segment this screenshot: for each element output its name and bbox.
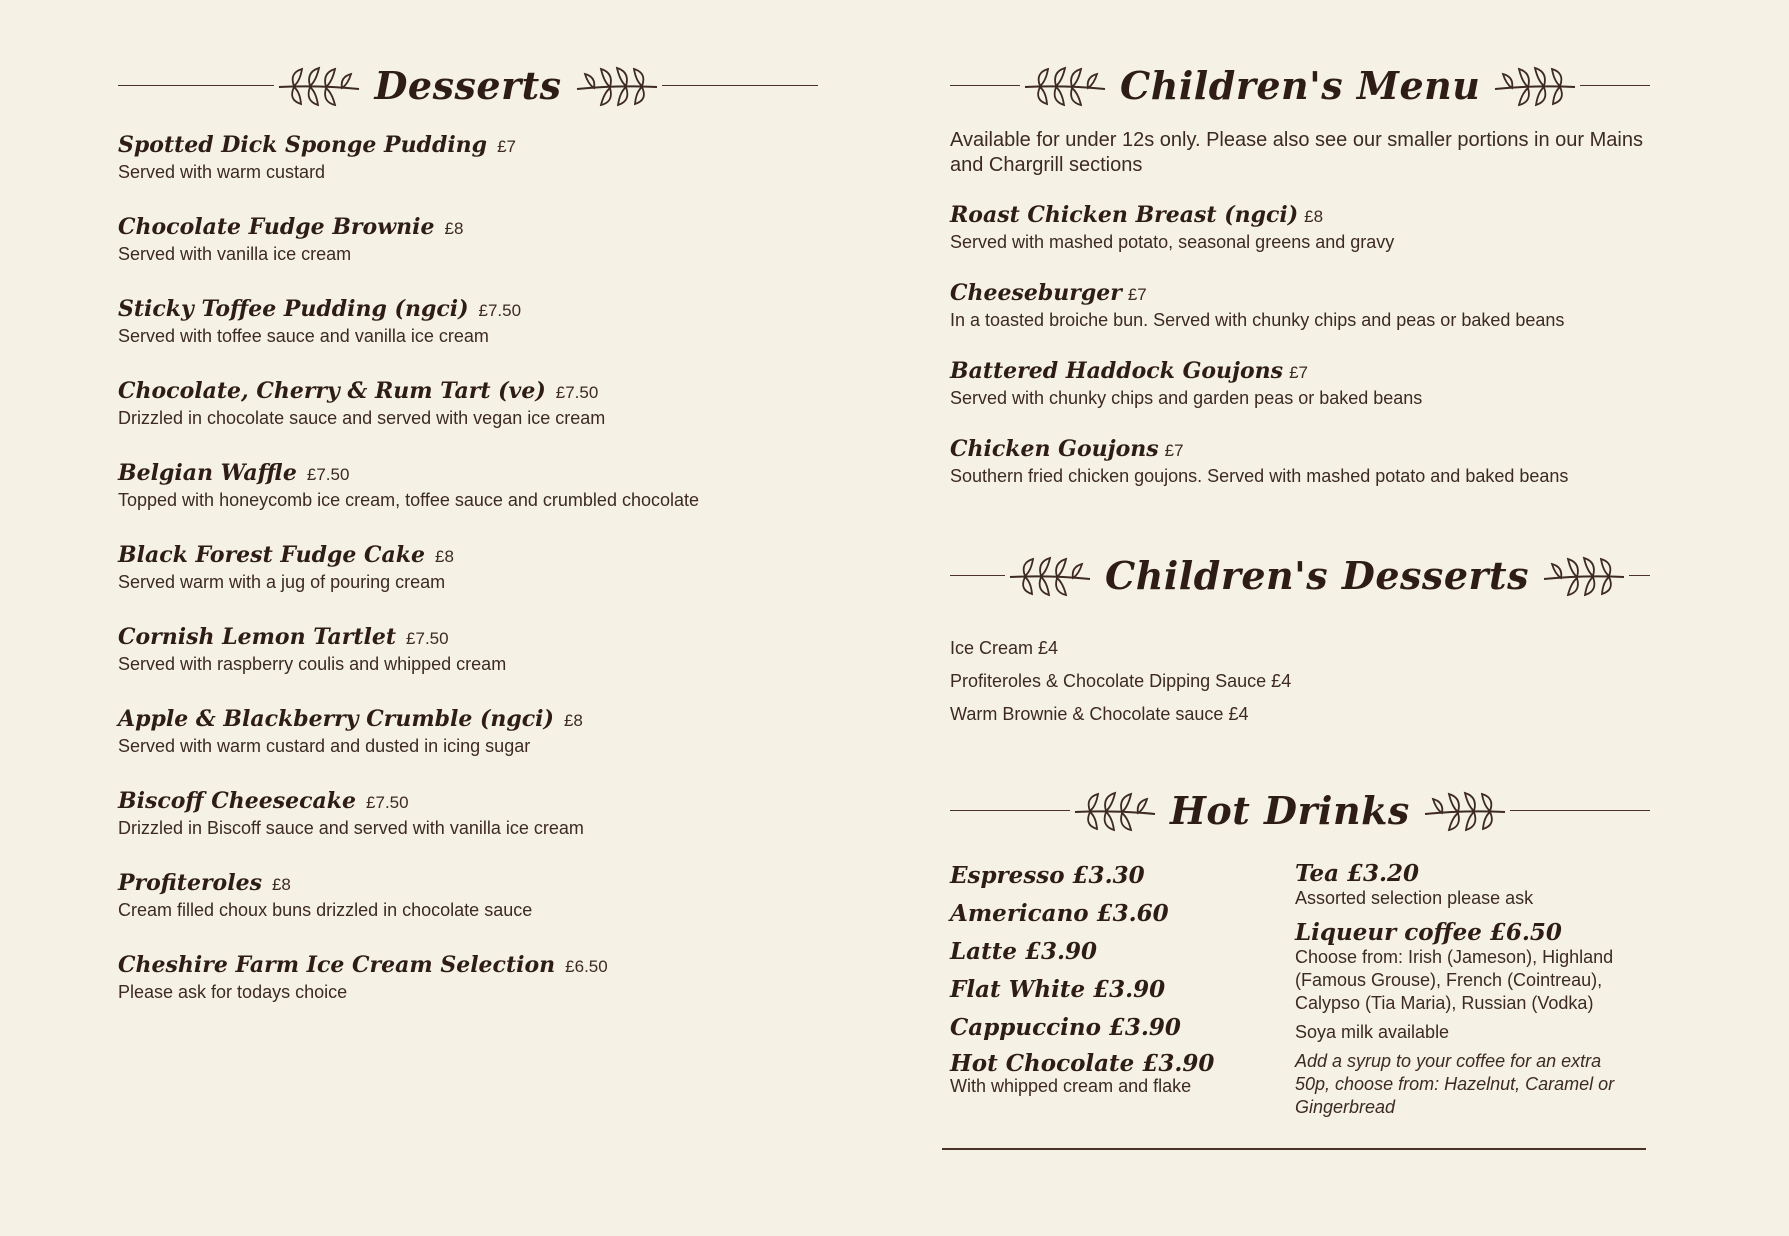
childrens-menu-title: Children's Menu [1120,62,1481,108]
drink-name: Americano £3.60 [950,900,1169,927]
wheat-sprig-icon [1005,545,1095,605]
item-description: Served with toffee sauce and vanilla ice cream [118,326,489,346]
childrens-desserts-heading [950,540,1650,610]
drink-description: Choose from: Irish (Jameson), Highland (Famous Grouse), French (Cointreau), Calypso (Tia Maria), Russian (Vodka) [1295,947,1614,1013]
list-item: Profiteroles & Chocolate Dipping Sauce £4 [950,671,1292,691]
drink-name: Latte £3.90 [950,938,1097,965]
item-name: Roast Chicken Breast (ngci) [950,202,1299,228]
heading-rule [118,85,274,86]
desserts-heading [118,50,818,120]
item-description: Cream filled choux buns drizzled in chocolate sauce [118,900,533,920]
wheat-sprig-icon [1539,545,1629,605]
item-price: £8 [563,711,583,730]
item-name: Sticky Toffee Pudding (ngci) [118,296,469,322]
item-description: Drizzled in Biscoff sauce and served with vanilla ice cream [118,818,584,838]
wheat-sprig-icon [1420,780,1510,840]
item-price: £8 [271,875,291,894]
heading-rule [1510,810,1650,811]
desserts-title: Desserts [374,62,562,108]
list-item [118,132,818,214]
item-name: Belgian Waffle [118,460,297,486]
list-item [1295,916,1640,1015]
heading-rule [1629,575,1650,576]
item-name: Biscoff Cheesecake [118,788,357,814]
hot-drinks-heading [950,775,1650,845]
hot-drinks-grid [950,857,1650,1119]
item-price: £7.50 [555,383,599,402]
heading-rule [950,575,1005,576]
drink-description: Assorted selection please ask [1295,888,1534,908]
list-item [118,460,818,542]
drink-name: Flat White £3.90 [950,976,1166,1003]
drink-description: With whipped cream and flake [950,1076,1192,1096]
list-item [118,214,818,296]
item-price: £7.50 [406,629,449,648]
list-item [950,436,1650,514]
item-description: Drizzled in chocolate sauce and served with vegan ice cream [118,408,606,428]
drink-name: Tea £3.20 [1295,860,1420,887]
item-description: Served with vanilla ice cream [118,244,352,264]
childrens-menu-list [950,202,1650,514]
list-item [118,624,818,706]
bottom-divider [942,1148,1646,1150]
list-item [118,296,818,378]
item-price: £7 [497,137,516,156]
item-price: £7.50 [478,301,522,320]
item-name: Cheshire Farm Ice Cream Selection [118,952,556,978]
item-description: In a toasted broiche bun. Served with chunky chips and peas or baked beans [950,310,1565,330]
wheat-sprig-icon [274,55,364,115]
list-item [118,706,818,788]
list-item [1295,857,1640,910]
list-item [118,952,818,1034]
item-name: Chocolate Fudge Brownie [118,214,435,240]
item-name: Spotted Dick Sponge Pudding [118,132,488,158]
item-price: £7 [1289,363,1308,382]
soya-note: Soya milk available [1295,1022,1450,1042]
item-price: £7.50 [306,465,350,484]
heading-rule [1580,85,1650,86]
item-price: £7 [1164,441,1184,460]
drink-name: Espresso £3.30 [950,862,1145,889]
item-description: Served warm with a jug of pouring cream [118,572,446,592]
heading-rule [950,85,1020,86]
item-description: Served with mashed potato, seasonal greens and gravy [950,232,1395,252]
wheat-sprig-icon [1490,55,1580,115]
wheat-sprig-icon [1070,780,1160,840]
hot-drinks-right-list [1295,857,1640,1119]
item-price: £8 [444,219,464,238]
list-item: Ice Cream £4 [950,638,1059,658]
item-name: Profiteroles [118,870,262,896]
childrens-menu-intro: Available for under 12s only. Please also see our smaller portions in our Mains and Chargrill sections [950,129,1643,176]
wheat-sprig-icon [572,55,662,115]
childrens-desserts-title: Children's Desserts [1105,552,1529,598]
item-description: Served with warm custard [118,162,326,182]
wheat-sprig-icon [1020,55,1110,115]
item-price: £7 [1127,285,1147,304]
list-item [950,280,1650,358]
item-price: £7.50 [366,793,409,812]
list-item [118,378,818,460]
item-name: Apple & Blackberry Crumble (ngci) [118,706,554,732]
item-name: Cornish Lemon Tartlet [118,624,397,650]
item-price: £6.50 [565,957,608,976]
drink-name: Cappuccino £3.90 [950,1014,1181,1041]
item-description: Southern fried chicken goujons. Served with mashed potato and baked beans [950,466,1569,486]
item-name: Cheeseburger [950,280,1122,306]
list-item [118,542,818,624]
item-description: Served with raspberry coulis and whipped cream [118,654,507,674]
list-item [118,870,818,952]
childrens-desserts-list [950,638,1650,737]
hot-drinks-left-list [950,857,1295,1119]
item-name: Battered Haddock Goujons [950,358,1284,384]
list-item [950,202,1650,280]
item-name: Chocolate, Cherry & Rum Tart (ve) [118,378,546,404]
heading-rule [950,810,1070,811]
item-price: £8 [435,547,454,566]
desserts-column [118,50,818,1034]
list-item [118,788,818,870]
drink-name: Hot Chocolate £3.90 [950,1050,1215,1077]
syrup-note: Add a syrup to your coffee for an extra 50p, choose from: Hazelnut, Caramel or Gingerbread [1295,1051,1615,1117]
item-description: Served with warm custard and dusted in icing sugar [118,736,531,756]
desserts-list [118,132,818,1034]
hot-drinks-title: Hot Drinks [1170,787,1410,833]
item-name: Black Forest Fudge Cake [118,542,426,568]
list-item: Warm Brownie & Chocolate sauce £4 [950,704,1249,724]
drink-name: Liqueur coffee £6.50 [1295,919,1562,946]
item-description: Topped with honeycomb ice cream, toffee sauce and crumbled chocolate [118,490,700,510]
item-description: Please ask for todays choice [118,982,348,1002]
item-name: Chicken Goujons [950,436,1159,462]
childrens-menu-heading [950,50,1650,120]
item-description: Served with chunky chips and garden peas or baked beans [950,388,1423,408]
right-column [950,50,1650,1119]
list-item [950,358,1650,436]
item-price: £8 [1304,207,1324,226]
heading-rule [662,85,818,86]
